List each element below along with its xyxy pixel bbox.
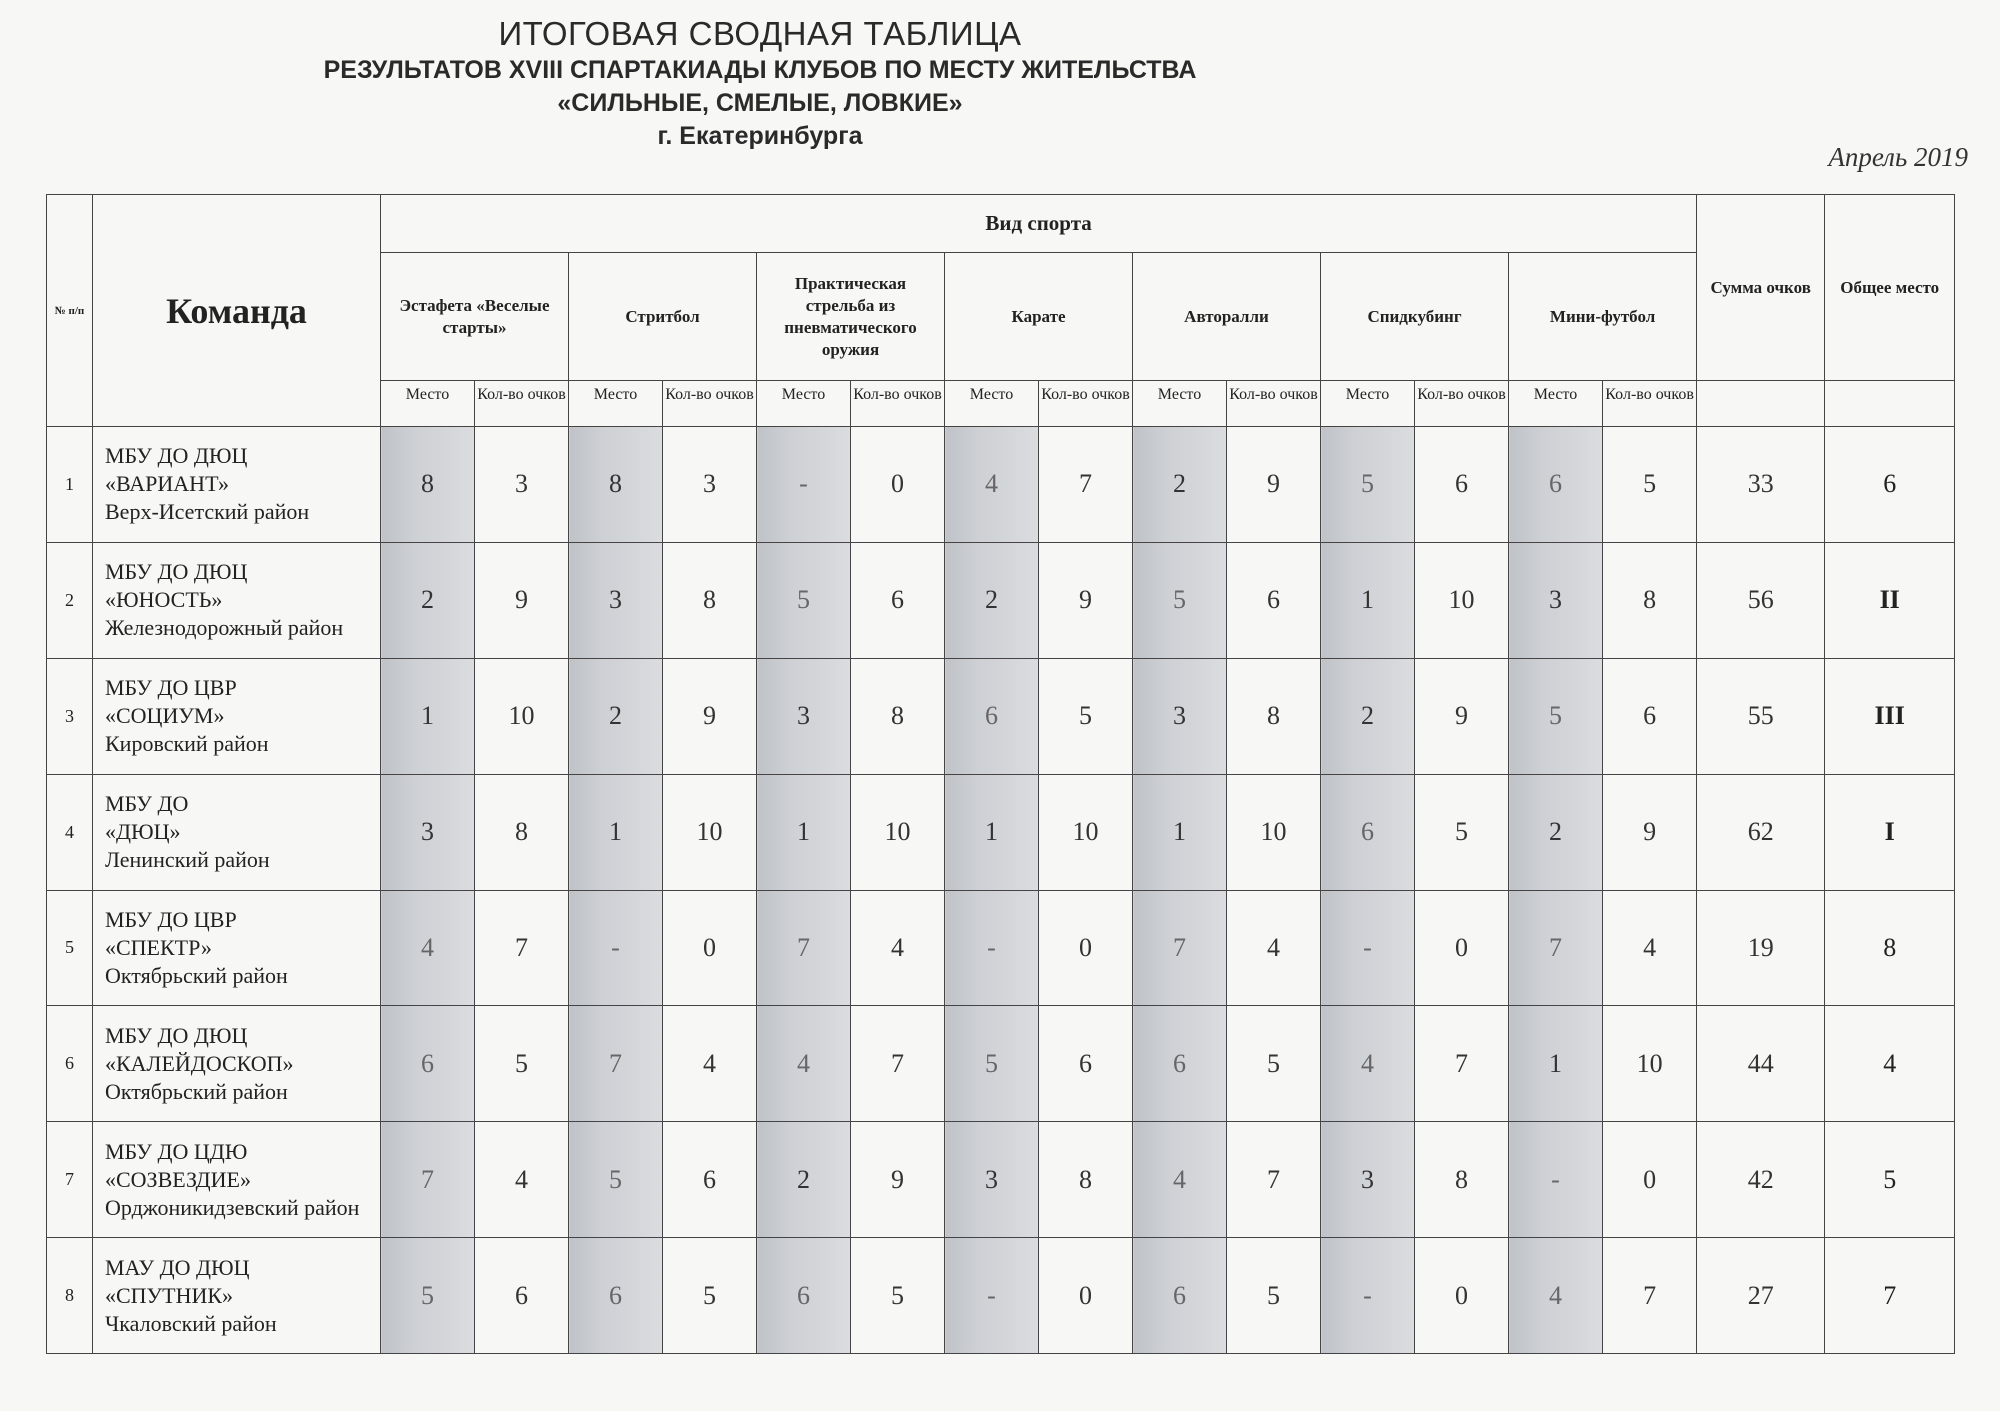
overall-place-cell: III (1825, 658, 1955, 774)
team-line1: МБУ ДО ДЮЦ (105, 559, 248, 585)
team-line2: «ДЮЦ» (105, 819, 181, 845)
points-cell: 8 (1227, 658, 1321, 774)
place-cell: 2 (945, 542, 1039, 658)
overall-place-cell: 6 (1825, 427, 1955, 543)
header-overall: Общее место (1825, 195, 1955, 381)
place-cell: - (945, 1238, 1039, 1354)
header-points: Кол-во очков (851, 381, 945, 427)
team-cell (93, 774, 381, 890)
place-cell: 5 (1133, 542, 1227, 658)
place-cell: - (1321, 1238, 1415, 1354)
row-number: 3 (47, 658, 93, 774)
overall-place-cell: 7 (1825, 1238, 1955, 1354)
points-cell: 9 (851, 1122, 945, 1238)
place-cell: 6 (1321, 774, 1415, 890)
team-line2: «СПУТНИК» (105, 1282, 234, 1308)
points-cell: 7 (851, 1006, 945, 1122)
place-cell: 6 (1133, 1238, 1227, 1354)
points-cell: 5 (1415, 774, 1509, 890)
points-cell: 0 (1039, 890, 1133, 1006)
title-line-1: ИТОГОВАЯ СВОДНАЯ ТАБЛИЦА (498, 15, 1022, 52)
points-cell: 6 (1227, 542, 1321, 658)
team-line1: МБУ ДО ДЮЦ (105, 443, 248, 469)
sum-cell: 44 (1697, 1006, 1825, 1122)
place-cell: 6 (381, 1006, 475, 1122)
place-cell: 5 (381, 1238, 475, 1354)
place-cell: - (1321, 890, 1415, 1006)
points-cell: 9 (1603, 774, 1697, 890)
header-points: Кол-во очков (1039, 381, 1133, 427)
header-overall-blank (1825, 381, 1955, 427)
header-place: Место (1133, 381, 1227, 427)
team-line1: МАУ ДО ДЮЦ (105, 1254, 250, 1280)
team-line1: МБУ ДО ЦДЮ (105, 1138, 248, 1164)
points-cell: 0 (851, 427, 945, 543)
team-line1: МБУ ДО (105, 791, 189, 817)
header-sport-group: Вид спорта (381, 195, 1697, 253)
place-cell: 5 (569, 1122, 663, 1238)
team-line2: «ВАРИАНТ» (105, 471, 229, 497)
table-row (47, 658, 1955, 774)
place-cell: 6 (1509, 427, 1603, 543)
points-cell: 5 (1227, 1006, 1321, 1122)
header-event: Авторалли (1133, 253, 1321, 381)
points-cell: 4 (663, 1006, 757, 1122)
place-cell: 5 (757, 542, 851, 658)
points-cell: 10 (1039, 774, 1133, 890)
points-cell: 10 (475, 658, 569, 774)
points-cell: 6 (475, 1238, 569, 1354)
points-cell: 10 (663, 774, 757, 890)
points-cell: 7 (1603, 1238, 1697, 1354)
points-cell: 5 (663, 1238, 757, 1354)
place-cell: - (757, 427, 851, 543)
table-row (47, 774, 1955, 890)
place-cell: 7 (1133, 890, 1227, 1006)
header-points: Кол-во очков (475, 381, 569, 427)
points-cell: 10 (1603, 1006, 1697, 1122)
sum-cell: 42 (1697, 1122, 1825, 1238)
place-cell: 2 (1321, 658, 1415, 774)
row-number: 6 (47, 1006, 93, 1122)
place-cell: 6 (569, 1238, 663, 1354)
points-cell: 8 (1415, 1122, 1509, 1238)
header-event: Мини-футбол (1509, 253, 1697, 381)
team-cell (93, 1238, 381, 1354)
place-cell: - (945, 890, 1039, 1006)
title-line-3: «СИЛЬНЫЕ, СМЕЛЫЕ, ЛОВКИЕ» (557, 89, 963, 117)
place-cell: 3 (569, 542, 663, 658)
header-points: Кол-во очков (1415, 381, 1509, 427)
place-cell: 8 (381, 427, 475, 543)
header-team: Команда (93, 195, 381, 427)
points-cell: 6 (1039, 1006, 1133, 1122)
points-cell: 7 (1415, 1006, 1509, 1122)
points-cell: 7 (1227, 1122, 1321, 1238)
points-cell: 0 (1415, 1238, 1509, 1354)
place-cell: - (1509, 1122, 1603, 1238)
title-line-2: РЕЗУЛЬТАТОВ XVIII СПАРТАКИАДЫ КЛУБОВ ПО МЕСТУ ЖИТЕЛЬСТВА (323, 56, 1197, 84)
points-cell: 6 (663, 1122, 757, 1238)
points-cell: 9 (475, 542, 569, 658)
team-line3: Кировский район (105, 731, 269, 757)
points-cell: 0 (1603, 1122, 1697, 1238)
place-cell: 1 (1133, 774, 1227, 890)
points-cell: 0 (1039, 1238, 1133, 1354)
team-line2: «СОЦИУМ» (105, 703, 225, 729)
points-cell: 8 (663, 542, 757, 658)
points-cell: 9 (1227, 427, 1321, 543)
sum-cell: 27 (1697, 1238, 1825, 1354)
sum-cell: 55 (1697, 658, 1825, 774)
team-line1: МБУ ДО ДЮЦ (105, 1022, 248, 1048)
team-cell (93, 427, 381, 543)
header-place: Место (1509, 381, 1603, 427)
place-cell: 3 (757, 658, 851, 774)
header-number: № п/п (47, 195, 93, 427)
points-cell: 8 (475, 774, 569, 890)
team-line2: «КАЛЕЙДОСКОП» (105, 1050, 294, 1076)
header-points: Кол-во очков (1603, 381, 1697, 427)
header-place: Место (757, 381, 851, 427)
points-cell: 4 (851, 890, 945, 1006)
team-line2: «СПЕКТР» (105, 934, 212, 960)
header-event: Стритбол (569, 253, 757, 381)
team-line3: Октябрьский район (105, 1078, 288, 1104)
header-points: Кол-во очков (663, 381, 757, 427)
points-cell: 9 (1415, 658, 1509, 774)
team-cell (93, 890, 381, 1006)
table-row (47, 1122, 1955, 1238)
points-cell: 6 (851, 542, 945, 658)
points-cell: 5 (1039, 658, 1133, 774)
points-cell: 8 (851, 658, 945, 774)
team-cell (93, 658, 381, 774)
place-cell: 5 (1509, 658, 1603, 774)
team-line3: Орджоникидзевский район (105, 1194, 360, 1220)
place-cell: 7 (381, 1122, 475, 1238)
sum-cell: 62 (1697, 774, 1825, 890)
row-number: 1 (47, 427, 93, 543)
points-cell: 3 (663, 427, 757, 543)
table-row (47, 427, 1955, 543)
points-cell: 5 (475, 1006, 569, 1122)
points-cell: 7 (475, 890, 569, 1006)
place-cell: 4 (381, 890, 475, 1006)
team-line1: МБУ ДО ЦВР (105, 906, 237, 932)
place-cell: - (569, 890, 663, 1006)
overall-place-cell: 5 (1825, 1122, 1955, 1238)
header-place: Место (381, 381, 475, 427)
points-cell: 9 (1039, 542, 1133, 658)
overall-place-cell: 4 (1825, 1006, 1955, 1122)
points-cell: 4 (475, 1122, 569, 1238)
place-cell: 2 (381, 542, 475, 658)
points-cell: 5 (851, 1238, 945, 1354)
place-cell: 4 (1133, 1122, 1227, 1238)
place-cell: 5 (1321, 427, 1415, 543)
place-cell: 6 (945, 658, 1039, 774)
row-number: 7 (47, 1122, 93, 1238)
place-cell: 1 (1509, 1006, 1603, 1122)
points-cell: 4 (1227, 890, 1321, 1006)
place-cell: 1 (381, 658, 475, 774)
points-cell: 8 (1039, 1122, 1133, 1238)
place-cell: 1 (1321, 542, 1415, 658)
points-cell: 8 (1603, 542, 1697, 658)
team-cell (93, 542, 381, 658)
header-event: Карате (945, 253, 1133, 381)
header-points: Кол-во очков (1227, 381, 1321, 427)
team-line3: Железнодорожный район (105, 615, 344, 641)
team-line3: Верх-Исетский район (105, 499, 310, 525)
overall-place-cell: II (1825, 542, 1955, 658)
place-cell: 5 (945, 1006, 1039, 1122)
place-cell: 4 (1321, 1006, 1415, 1122)
place-cell: 8 (569, 427, 663, 543)
points-cell: 9 (663, 658, 757, 774)
team-cell (93, 1006, 381, 1122)
points-cell: 3 (475, 427, 569, 543)
points-cell: 10 (1227, 774, 1321, 890)
header-sum-blank (1697, 381, 1825, 427)
points-cell: 6 (1603, 658, 1697, 774)
place-cell: 3 (945, 1122, 1039, 1238)
header-event: Спидкубинг (1321, 253, 1509, 381)
place-cell: 7 (757, 890, 851, 1006)
place-cell: 1 (757, 774, 851, 890)
points-cell: 0 (1415, 890, 1509, 1006)
points-cell: 5 (1603, 427, 1697, 543)
sum-cell: 33 (1697, 427, 1825, 543)
results-table (46, 194, 1955, 1354)
header-event: Практическая стрельба из пневматического оружия (757, 253, 945, 381)
place-cell: 1 (945, 774, 1039, 890)
header-place: Место (1321, 381, 1415, 427)
place-cell: 6 (1133, 1006, 1227, 1122)
sum-cell: 19 (1697, 890, 1825, 1006)
table-row (47, 542, 1955, 658)
points-cell: 7 (1039, 427, 1133, 543)
place-cell: 3 (1321, 1122, 1415, 1238)
place-cell: 1 (569, 774, 663, 890)
team-line3: Ленинский район (105, 847, 270, 873)
points-cell: 5 (1227, 1238, 1321, 1354)
points-cell: 10 (1415, 542, 1509, 658)
document-date: Апрель 2019 (1828, 142, 1968, 172)
overall-place-cell: 8 (1825, 890, 1955, 1006)
header-place: Место (569, 381, 663, 427)
place-cell: 7 (569, 1006, 663, 1122)
team-line1: МБУ ДО ЦВР (105, 675, 237, 701)
place-cell: 2 (1509, 774, 1603, 890)
overall-place-cell: I (1825, 774, 1955, 890)
row-number: 2 (47, 542, 93, 658)
place-cell: 2 (569, 658, 663, 774)
row-number: 5 (47, 890, 93, 1006)
row-number: 4 (47, 774, 93, 890)
place-cell: 3 (1133, 658, 1227, 774)
points-cell: 10 (851, 774, 945, 890)
row-number: 8 (47, 1238, 93, 1354)
table-row (47, 1006, 1955, 1122)
header-event: Эстафета «Веселые старты» (381, 253, 569, 381)
place-cell: 2 (757, 1122, 851, 1238)
table-row (47, 1238, 1955, 1354)
place-cell: 4 (1509, 1238, 1603, 1354)
place-cell: 6 (757, 1238, 851, 1354)
points-cell: 4 (1603, 890, 1697, 1006)
place-cell: 7 (1509, 890, 1603, 1006)
team-line2: «СОЗВЕЗДИЕ» (105, 1166, 251, 1192)
header-place: Место (945, 381, 1039, 427)
place-cell: 3 (381, 774, 475, 890)
team-line3: Октябрьский район (105, 962, 288, 988)
team-cell (93, 1122, 381, 1238)
place-cell: 3 (1509, 542, 1603, 658)
header-sum: Сумма очков (1697, 195, 1825, 381)
place-cell: 4 (757, 1006, 851, 1122)
sum-cell: 56 (1697, 542, 1825, 658)
team-line3: Чкаловский район (105, 1310, 277, 1336)
table-row (47, 890, 1955, 1006)
page-edge (0, 1411, 2000, 1421)
points-cell: 0 (663, 890, 757, 1006)
points-cell: 6 (1415, 427, 1509, 543)
team-line2: «ЮНОСТЬ» (105, 587, 223, 613)
title-line-4: г. Екатеринбурга (657, 122, 863, 150)
place-cell: 4 (945, 427, 1039, 543)
place-cell: 2 (1133, 427, 1227, 543)
document-header (0, 14, 1520, 153)
